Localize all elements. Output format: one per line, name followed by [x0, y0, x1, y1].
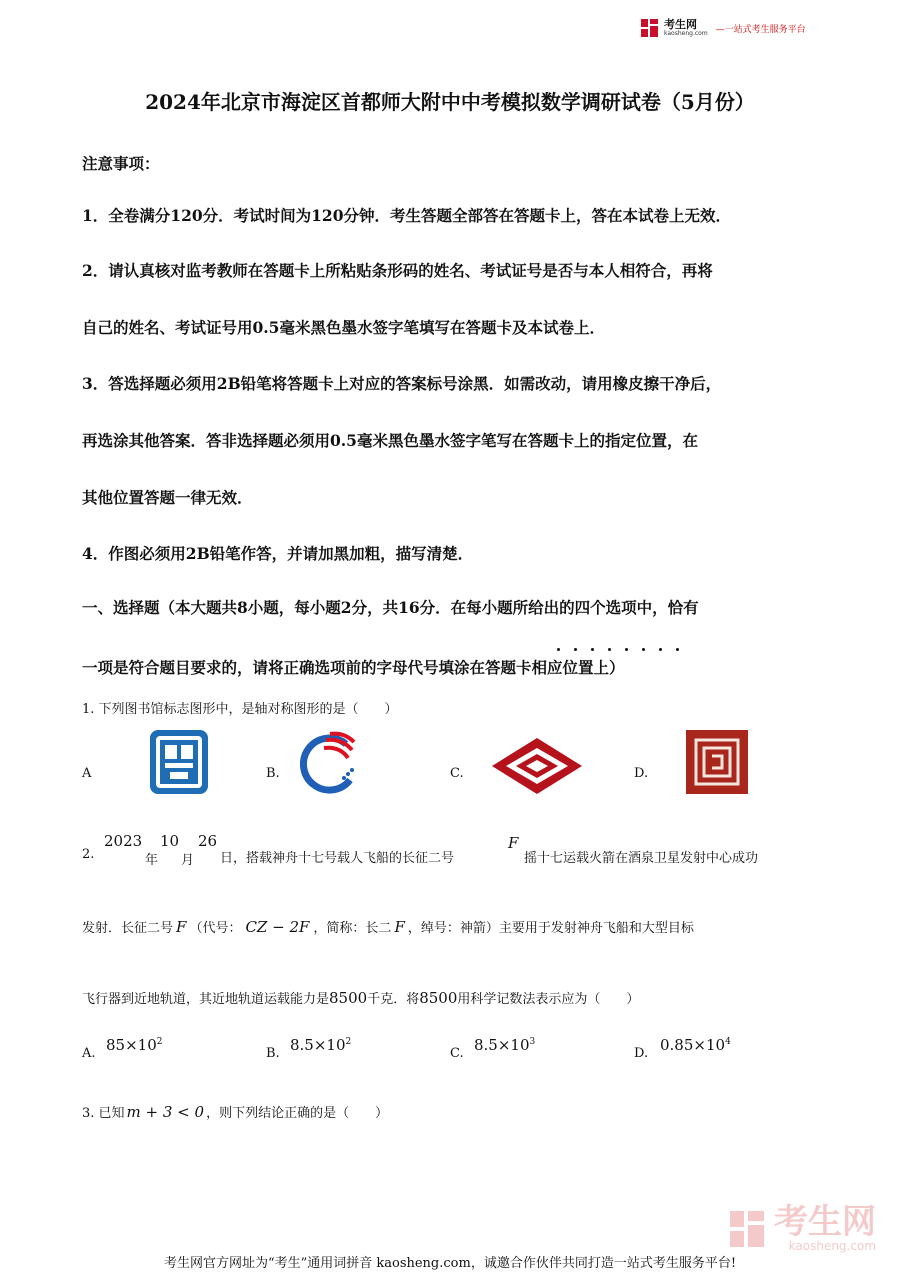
q2-day: 26	[198, 832, 218, 850]
q1-stem: 1. 下列图书馆标志图形中，是轴对称图形的是（ ）	[82, 702, 398, 717]
q1-option-a-label: A	[82, 766, 92, 781]
q2-line-3: 飞行器到近地轨道，其近地轨道运载能力是 8500 千克．将 8500 用科学记数法表示应为（ ）	[82, 989, 640, 1007]
q2-F-3: F	[394, 918, 405, 936]
q2-yue: 月	[181, 853, 195, 868]
q2-month: 10	[160, 832, 180, 850]
notice-heading: 注意事项：	[82, 154, 160, 173]
watermark-text: 考生网	[774, 1202, 876, 1242]
library-logo-b-icon	[300, 730, 360, 798]
brand-domain: kaosheng.com	[664, 30, 708, 37]
q1-option-d-label: D.	[634, 766, 649, 781]
q2-option-d-label: D.	[634, 1046, 649, 1061]
section-heading-line-1: 一、选择题（本大题共8小题，每小题2分，共16分．在每小题所给出的四个选项中，恰有	[82, 598, 699, 617]
watermark-logo-icon	[728, 1209, 768, 1249]
q2-code: CZ − 2F	[245, 918, 310, 936]
page-title: 2024年北京市海淀区首都师大附中中考模拟数学调研试卷（5月份）	[145, 90, 755, 114]
brand-slogan: —一站式考生服务平台	[715, 24, 806, 35]
q2-F-1: F	[508, 834, 519, 852]
notice-line-6: 其他位置答题一律无效．	[82, 488, 253, 507]
q3-stem: 3. 已知 m + 3 < 0 ，则下列结论正确的是（ ）	[82, 1103, 389, 1121]
notice-line-2: 2．请认真核对监考教师在答题卡上所粘贴条形码的姓名、考试证号是否与本人相符合，再将	[82, 261, 713, 280]
notice-line-1: 1．全卷满分120分．考试时间为120分钟．考生答题全部答在答题卡上，答在本试卷上无效．	[82, 206, 731, 225]
library-logo-d-icon	[686, 730, 748, 798]
q1-option-b-label: B.	[266, 766, 280, 781]
watermark-sub: kaosheng.com	[788, 1239, 876, 1253]
q2-nian: 年	[145, 853, 159, 868]
q2-option-c-value: $8.5\times 10^3$	[474, 1036, 536, 1054]
q2-F-2: F	[176, 918, 187, 936]
q2-year: 2023	[104, 832, 143, 850]
q2-option-d-value: $0.85\times 10^4$	[660, 1036, 731, 1054]
q2-option-a-label: A.	[82, 1046, 96, 1061]
footer-text: 考生网官方网址为“考生”通用词拼音 kaosheng.com，诚邀合作伙伴共同打造一站式考生服务平台!	[163, 1256, 737, 1271]
brand-name: 考生网	[664, 18, 697, 31]
kaosheng-logo-icon	[640, 18, 660, 38]
q3-expr: m + 3 < 0	[126, 1103, 205, 1121]
q2-8500-a: 8500	[329, 989, 368, 1007]
library-logo-c-icon	[490, 736, 584, 800]
notice-line-5: 再选涂其他答案．答非选择题必须用0.5毫米黑色墨水签字笔写在答题卡上的指定位置，在	[82, 431, 698, 450]
q2-option-a-value: $85\times 10^2$	[106, 1036, 163, 1054]
notice-line-4: 3．答选择题必须用2B铅笔将答题卡上对应的答案标号涂黑．如需改动，请用橡皮擦干净后，	[82, 374, 722, 393]
q2-8500-b: 8500	[419, 989, 458, 1007]
watermark	[728, 1202, 876, 1253]
section-heading-line-2: 一项是符合题目要求的，请将正确选项前的字母代号填涂在答题卡相应位置上）	[82, 658, 625, 677]
q2-line1-end: 摇十七运载火箭在酒泉卫星发射中心成功	[524, 851, 759, 866]
q1-option-c-label: C.	[450, 766, 464, 781]
q2-line-2: 发射．长征二号 F （代号： CZ − 2F ，简称：长二 F ，绰号：神箭）主要用于发射神舟飞船和大型目标	[82, 918, 694, 936]
q2-number: 2.	[82, 847, 95, 862]
notice-line-7: 4．作图必须用2B铅笔作答，并请加黑加粗，描写清楚．	[82, 544, 474, 563]
q2-option-b-value: $8.5\times 10^2$	[290, 1036, 352, 1054]
notice-line-3: 自己的姓名、考试证号用0.5毫米黑色墨水签字笔填写在答题卡及本试卷上．	[82, 318, 605, 337]
library-logo-a-icon	[150, 730, 208, 798]
q2-option-b-label: B.	[266, 1046, 280, 1061]
q2-option-c-label: C.	[450, 1046, 464, 1061]
q2-line1-text: 日，搭载神舟十七号载人飞船的长征二号	[220, 851, 455, 866]
header-brand	[640, 18, 806, 38]
emphasis-dots	[557, 648, 679, 651]
